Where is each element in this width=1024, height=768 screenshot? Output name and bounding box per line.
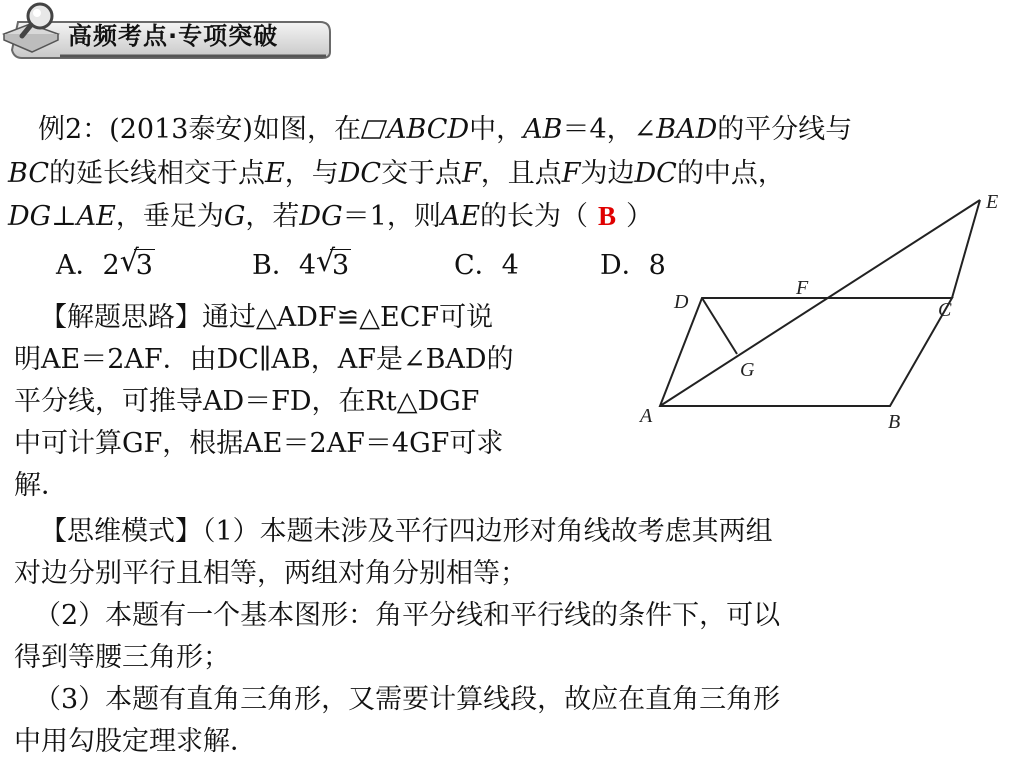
problem-var: F [462, 158, 481, 189]
problem-line-1 [38, 112, 852, 148]
problem-text: 交于点 [381, 158, 463, 189]
thinking-line-3: （2）本题有一个基本图形：角平分线和平行线的条件下，可以 [34, 600, 781, 631]
parallelogram-icon [361, 114, 387, 134]
label-f: F [796, 277, 809, 299]
parallelogram-abcd [660, 298, 952, 406]
problem-var: DC [634, 158, 677, 189]
problem-var: F [561, 158, 581, 189]
problem-var: ABCD [386, 114, 470, 145]
problem-text: ，与 [284, 158, 339, 189]
sqrt-sign: √ 3 [316, 244, 350, 281]
problem-text: ） [626, 201, 654, 232]
option-b-label: B．4 [252, 250, 317, 281]
problem-var: DG [8, 201, 52, 232]
bisector-ae [660, 200, 980, 406]
sqrt-sign: √ 3 [119, 244, 153, 281]
thinking-line-6: 中用勾股定理求解． [14, 726, 257, 757]
problem-var: AE [440, 201, 481, 232]
option-a-label: A．2 [56, 250, 120, 281]
problem-var: BC [8, 158, 50, 189]
problem-text: 中， [469, 114, 524, 145]
problem-text: 的延长线相交于点 [49, 158, 266, 189]
option-a [56, 244, 155, 284]
analysis-line-3: 平分线，可推导AD＝FD，在Rt△DGF [14, 386, 480, 417]
problem-var: BAD [656, 114, 718, 145]
thinking-line-1: 【思维模式】（1）本题未涉及平行四边形对角线故考虑其两组 [40, 516, 773, 547]
analysis-line-5: 解． [14, 470, 68, 501]
analysis-line-4: 中可计算GF，根据AE＝2AF＝4GF可求 [14, 428, 504, 459]
analysis-line-1: 【解题思路】通过△ADF≌△ECF可说 [40, 302, 494, 333]
label-g: G [740, 359, 755, 381]
problem-var: AE [76, 201, 116, 232]
problem-text: 的长为（ [480, 201, 589, 232]
problem-text: ⊥ [51, 201, 77, 232]
perpendicular-dg [702, 298, 737, 354]
label-a: A [640, 405, 653, 427]
option-d: D．8 [600, 250, 666, 281]
label-d: D [674, 291, 689, 313]
problem-var: E [265, 158, 285, 189]
geometry-figure [630, 180, 1020, 440]
problem-var: G [223, 201, 246, 232]
thinking-line-4: 得到等腰三角形； [14, 642, 230, 673]
label-c: C [938, 299, 952, 321]
analysis-line-2: 明AE＝2AF．由DC∥AB，AF是∠BAD的 [14, 344, 514, 375]
problem-var: DG [299, 201, 343, 232]
problem-text: ＝4，∠ [562, 114, 657, 145]
problem-text: ，且点 [480, 158, 562, 189]
problem-text: ＝1，则 [342, 201, 441, 232]
problem-text: ，垂足为 [115, 201, 224, 232]
problem-text: 为边 [580, 158, 635, 189]
label-e: E [986, 191, 999, 213]
problem-text: ，若 [245, 201, 300, 232]
problem-var: DC [338, 158, 382, 189]
problem-text: 的中点， [676, 158, 785, 189]
section-banner [0, 0, 340, 64]
thinking-line-2: 对边分别平行且相等，两组对角分别相等； [14, 558, 527, 589]
thinking-line-5: （3）本题有直角三角形，又需要计算线段，故应在直角三角形 [34, 684, 781, 715]
problem-var: AB [523, 114, 563, 145]
problem-line-3 [8, 198, 653, 235]
problem-text: 的平分线与 [717, 114, 853, 145]
answer-mark: B [598, 201, 617, 231]
banner-title: 高频考点·专项突破 [68, 22, 279, 50]
problem-text: 例2：(2013泰安)如图，在 [38, 114, 361, 145]
label-b: B [888, 411, 901, 433]
option-c: C．4 [454, 250, 519, 281]
option-b [252, 244, 351, 284]
